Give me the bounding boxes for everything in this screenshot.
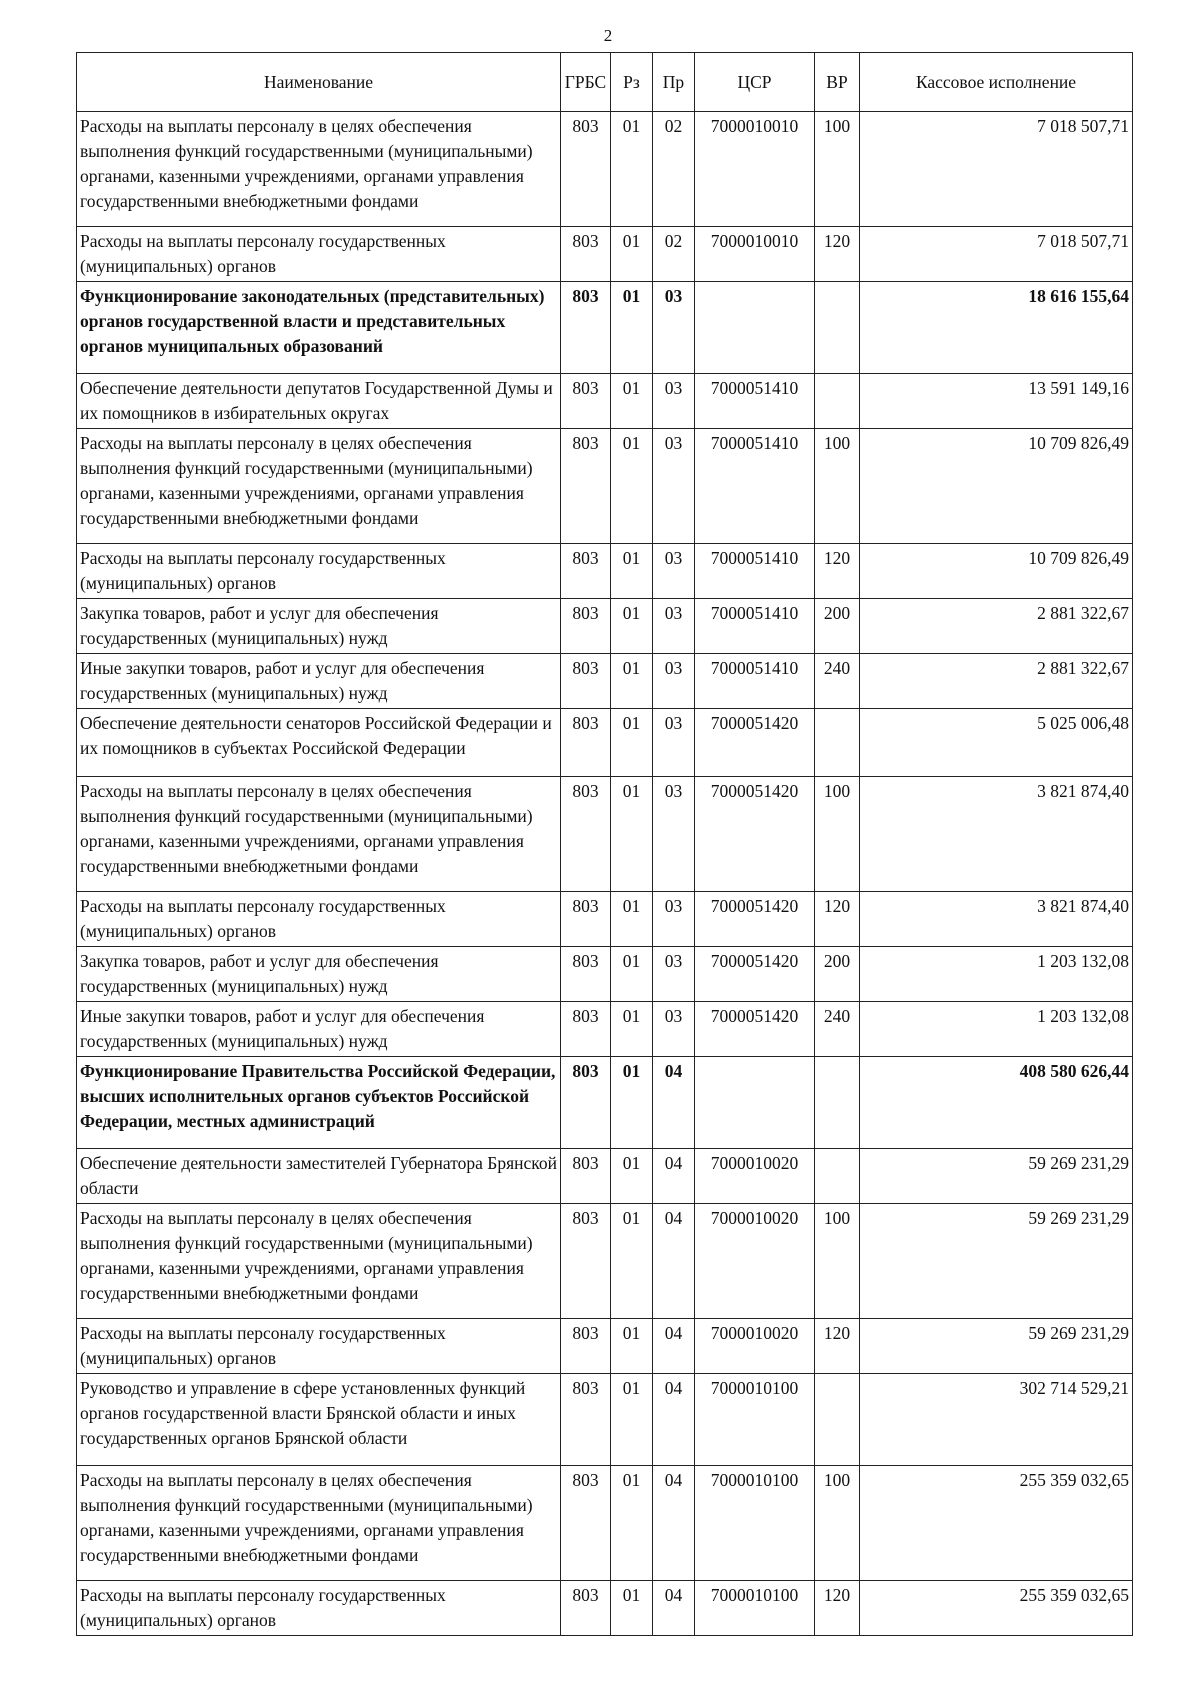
cell-vr: 240	[815, 1002, 860, 1057]
cell-name: Функционирование Правительства Российской Федерации, высших исполнительных органов субъектов Российской Федерации, местных администраций	[77, 1057, 561, 1149]
cell-pr: 03	[653, 1002, 695, 1057]
cell-amount: 59 269 231,29	[860, 1204, 1133, 1319]
cell-amount: 302 714 529,21	[860, 1374, 1133, 1466]
cell-csr: 7000010100	[695, 1466, 815, 1581]
cell-pr: 04	[653, 1581, 695, 1636]
cell-pr: 03	[653, 374, 695, 429]
cell-csr: 7000051410	[695, 429, 815, 544]
cell-vr: 120	[815, 227, 860, 282]
cell-rz: 01	[611, 947, 653, 1002]
table-row	[77, 429, 1133, 544]
cell-rz: 01	[611, 282, 653, 374]
cell-csr: 7000051410	[695, 599, 815, 654]
cell-pr: 04	[653, 1466, 695, 1581]
column-header-csr: ЦСР	[695, 53, 815, 112]
cell-rz: 01	[611, 654, 653, 709]
column-header-rz: Рз	[611, 53, 653, 112]
cell-grbs: 803	[561, 374, 611, 429]
cell-amount: 2 881 322,67	[860, 654, 1133, 709]
cell-grbs: 803	[561, 947, 611, 1002]
cell-vr: 200	[815, 599, 860, 654]
cell-rz: 01	[611, 429, 653, 544]
cell-csr: 7000051410	[695, 654, 815, 709]
cell-grbs: 803	[561, 1466, 611, 1581]
cell-pr: 04	[653, 1149, 695, 1204]
cell-rz: 01	[611, 1319, 653, 1374]
cell-csr: 7000051410	[695, 544, 815, 599]
table-body	[77, 112, 1133, 1636]
cell-vr: 120	[815, 1581, 860, 1636]
cell-pr: 04	[653, 1204, 695, 1319]
page-number: 2	[603, 26, 613, 45]
cell-csr: 7000051420	[695, 709, 815, 777]
table-row	[77, 1057, 1133, 1149]
cell-rz: 01	[611, 1374, 653, 1466]
cell-rz: 01	[611, 777, 653, 892]
cell-rz: 01	[611, 1581, 653, 1636]
cell-grbs: 803	[561, 1002, 611, 1057]
cell-amount: 2 881 322,67	[860, 599, 1133, 654]
table-row	[77, 227, 1133, 282]
cell-name: Расходы на выплаты персоналу в целях обеспечения выполнения функций государственными (муниципальными) органами, казенными учреждениями, органами управления государственными внебюджетными фондами	[77, 1466, 561, 1581]
table-row	[77, 1149, 1133, 1204]
cell-amount: 7 018 507,71	[860, 112, 1133, 227]
cell-amount: 3 821 874,40	[860, 777, 1133, 892]
cell-vr	[815, 282, 860, 374]
cell-name: Расходы на выплаты персоналу в целях обеспечения выполнения функций государственными (муниципальными) органами, казенными учреждениями, органами управления государственными внебюджетными фондами	[77, 112, 561, 227]
cell-vr: 240	[815, 654, 860, 709]
cell-rz: 01	[611, 709, 653, 777]
table-row	[77, 599, 1133, 654]
cell-name: Иные закупки товаров, работ и услуг для обеспечения государственных (муниципальных) нужд	[77, 1002, 561, 1057]
cell-amount: 255 359 032,65	[860, 1466, 1133, 1581]
cell-vr: 100	[815, 1466, 860, 1581]
cell-csr: 7000051420	[695, 777, 815, 892]
cell-grbs: 803	[561, 544, 611, 599]
cell-grbs: 803	[561, 1319, 611, 1374]
cell-vr	[815, 709, 860, 777]
column-header-vr: ВР	[815, 53, 860, 112]
cell-grbs: 803	[561, 282, 611, 374]
column-header-pr: Пр	[653, 53, 695, 112]
cell-amount: 13 591 149,16	[860, 374, 1133, 429]
cell-pr: 03	[653, 544, 695, 599]
table-row	[77, 1581, 1133, 1636]
cell-grbs: 803	[561, 892, 611, 947]
cell-vr	[815, 1374, 860, 1466]
column-header-grbs: ГРБС	[561, 53, 611, 112]
cell-grbs: 803	[561, 599, 611, 654]
table-row	[77, 1466, 1133, 1581]
cell-csr: 7000051420	[695, 1002, 815, 1057]
cell-rz: 01	[611, 374, 653, 429]
cell-csr	[695, 1057, 815, 1149]
cell-rz: 01	[611, 1466, 653, 1581]
table-row	[77, 1204, 1133, 1319]
table-row	[77, 544, 1133, 599]
cell-grbs: 803	[561, 709, 611, 777]
cell-amount: 59 269 231,29	[860, 1319, 1133, 1374]
cell-name: Расходы на выплаты персоналу государственных (муниципальных) органов	[77, 1319, 561, 1374]
cell-name: Иные закупки товаров, работ и услуг для обеспечения государственных (муниципальных) нужд	[77, 654, 561, 709]
cell-amount: 1 203 132,08	[860, 1002, 1133, 1057]
cell-grbs: 803	[561, 227, 611, 282]
cell-amount: 3 821 874,40	[860, 892, 1133, 947]
cell-csr: 7000051410	[695, 374, 815, 429]
table-row	[77, 892, 1133, 947]
table-row	[77, 777, 1133, 892]
cell-csr: 7000051420	[695, 947, 815, 1002]
cell-vr: 200	[815, 947, 860, 1002]
cell-pr: 03	[653, 777, 695, 892]
cell-csr	[695, 282, 815, 374]
cell-vr: 100	[815, 429, 860, 544]
cell-name: Расходы на выплаты персоналу в целях обеспечения выполнения функций государственными (муниципальными) органами, казенными учреждениями, органами управления государственными внебюджетными фондами	[77, 1204, 561, 1319]
column-header-amount: Кассовое исполнение	[860, 53, 1133, 112]
cell-vr: 100	[815, 777, 860, 892]
budget-execution-table	[76, 52, 1133, 1636]
cell-rz: 01	[611, 1002, 653, 1057]
cell-grbs: 803	[561, 429, 611, 544]
cell-pr: 04	[653, 1374, 695, 1466]
cell-csr: 7000051420	[695, 892, 815, 947]
table-row	[77, 1374, 1133, 1466]
cell-rz: 01	[611, 892, 653, 947]
cell-csr: 7000010020	[695, 1149, 815, 1204]
cell-vr: 100	[815, 112, 860, 227]
cell-amount: 18 616 155,64	[860, 282, 1133, 374]
cell-name: Расходы на выплаты персоналу в целях обеспечения выполнения функций государственными (муниципальными) органами, казенными учреждениями, органами управления государственными внебюджетными фондами	[77, 777, 561, 892]
cell-grbs: 803	[561, 1149, 611, 1204]
cell-name: Обеспечение деятельности депутатов Государственной Думы и их помощников в избирательных округах	[77, 374, 561, 429]
cell-csr: 7000010100	[695, 1581, 815, 1636]
cell-amount: 5 025 006,48	[860, 709, 1133, 777]
cell-pr: 03	[653, 947, 695, 1002]
cell-pr: 02	[653, 112, 695, 227]
cell-csr: 7000010100	[695, 1374, 815, 1466]
cell-pr: 03	[653, 282, 695, 374]
cell-vr: 120	[815, 1319, 860, 1374]
cell-pr: 03	[653, 429, 695, 544]
cell-amount: 7 018 507,71	[860, 227, 1133, 282]
cell-csr: 7000010020	[695, 1204, 815, 1319]
cell-pr: 03	[653, 654, 695, 709]
table-row	[77, 112, 1133, 227]
cell-csr: 7000010010	[695, 112, 815, 227]
cell-name: Обеспечение деятельности заместителей Губернатора Брянской области	[77, 1149, 561, 1204]
cell-csr: 7000010010	[695, 227, 815, 282]
cell-name: Расходы на выплаты персоналу в целях обеспечения выполнения функций государственными (муниципальными) органами, казенными учреждениями, органами управления государственными внебюджетными фондами	[77, 429, 561, 544]
cell-rz: 01	[611, 1057, 653, 1149]
cell-grbs: 803	[561, 1057, 611, 1149]
cell-csr: 7000010020	[695, 1319, 815, 1374]
table-row	[77, 1002, 1133, 1057]
cell-name: Расходы на выплаты персоналу государственных (муниципальных) органов	[77, 892, 561, 947]
cell-name: Расходы на выплаты персоналу государственных (муниципальных) органов	[77, 227, 561, 282]
cell-grbs: 803	[561, 1204, 611, 1319]
cell-vr: 120	[815, 544, 860, 599]
cell-amount: 59 269 231,29	[860, 1149, 1133, 1204]
cell-name: Обеспечение деятельности сенаторов Российской Федерации и их помощников в субъектах Российской Федерации	[77, 709, 561, 777]
cell-vr	[815, 1057, 860, 1149]
cell-grbs: 803	[561, 1581, 611, 1636]
cell-pr: 02	[653, 227, 695, 282]
cell-vr: 120	[815, 892, 860, 947]
table-row	[77, 374, 1133, 429]
cell-rz: 01	[611, 112, 653, 227]
cell-name: Расходы на выплаты персоналу государственных (муниципальных) органов	[77, 544, 561, 599]
table-row	[77, 282, 1133, 374]
table-row	[77, 1319, 1133, 1374]
cell-pr: 03	[653, 892, 695, 947]
cell-rz: 01	[611, 1149, 653, 1204]
cell-pr: 04	[653, 1057, 695, 1149]
cell-amount: 255 359 032,65	[860, 1581, 1133, 1636]
cell-name: Закупка товаров, работ и услуг для обеспечения государственных (муниципальных) нужд	[77, 947, 561, 1002]
cell-rz: 01	[611, 544, 653, 599]
cell-grbs: 803	[561, 654, 611, 709]
cell-amount: 10 709 826,49	[860, 544, 1133, 599]
cell-vr: 100	[815, 1204, 860, 1319]
cell-rz: 01	[611, 599, 653, 654]
cell-pr: 04	[653, 1319, 695, 1374]
cell-amount: 408 580 626,44	[860, 1057, 1133, 1149]
cell-grbs: 803	[561, 777, 611, 892]
table-row	[77, 709, 1133, 777]
cell-vr	[815, 1149, 860, 1204]
cell-vr	[815, 374, 860, 429]
cell-rz: 01	[611, 227, 653, 282]
cell-grbs: 803	[561, 1374, 611, 1466]
table-header-row	[77, 53, 1133, 112]
table-row	[77, 654, 1133, 709]
cell-name: Функционирование законодательных (представительных) органов государственной власти и представительных органов муниципальных образований	[77, 282, 561, 374]
cell-grbs: 803	[561, 112, 611, 227]
cell-name: Расходы на выплаты персоналу государственных (муниципальных) органов	[77, 1581, 561, 1636]
cell-pr: 03	[653, 709, 695, 777]
cell-pr: 03	[653, 599, 695, 654]
table-row	[77, 947, 1133, 1002]
cell-amount: 1 203 132,08	[860, 947, 1133, 1002]
cell-rz: 01	[611, 1204, 653, 1319]
cell-name: Закупка товаров, работ и услуг для обеспечения государственных (муниципальных) нужд	[77, 599, 561, 654]
column-header-name: Наименование	[77, 53, 561, 112]
cell-amount: 10 709 826,49	[860, 429, 1133, 544]
cell-name: Руководство и управление в сфере установленных функций органов государственной власти Брянской области и иных государственных органов Брянской области	[77, 1374, 561, 1466]
